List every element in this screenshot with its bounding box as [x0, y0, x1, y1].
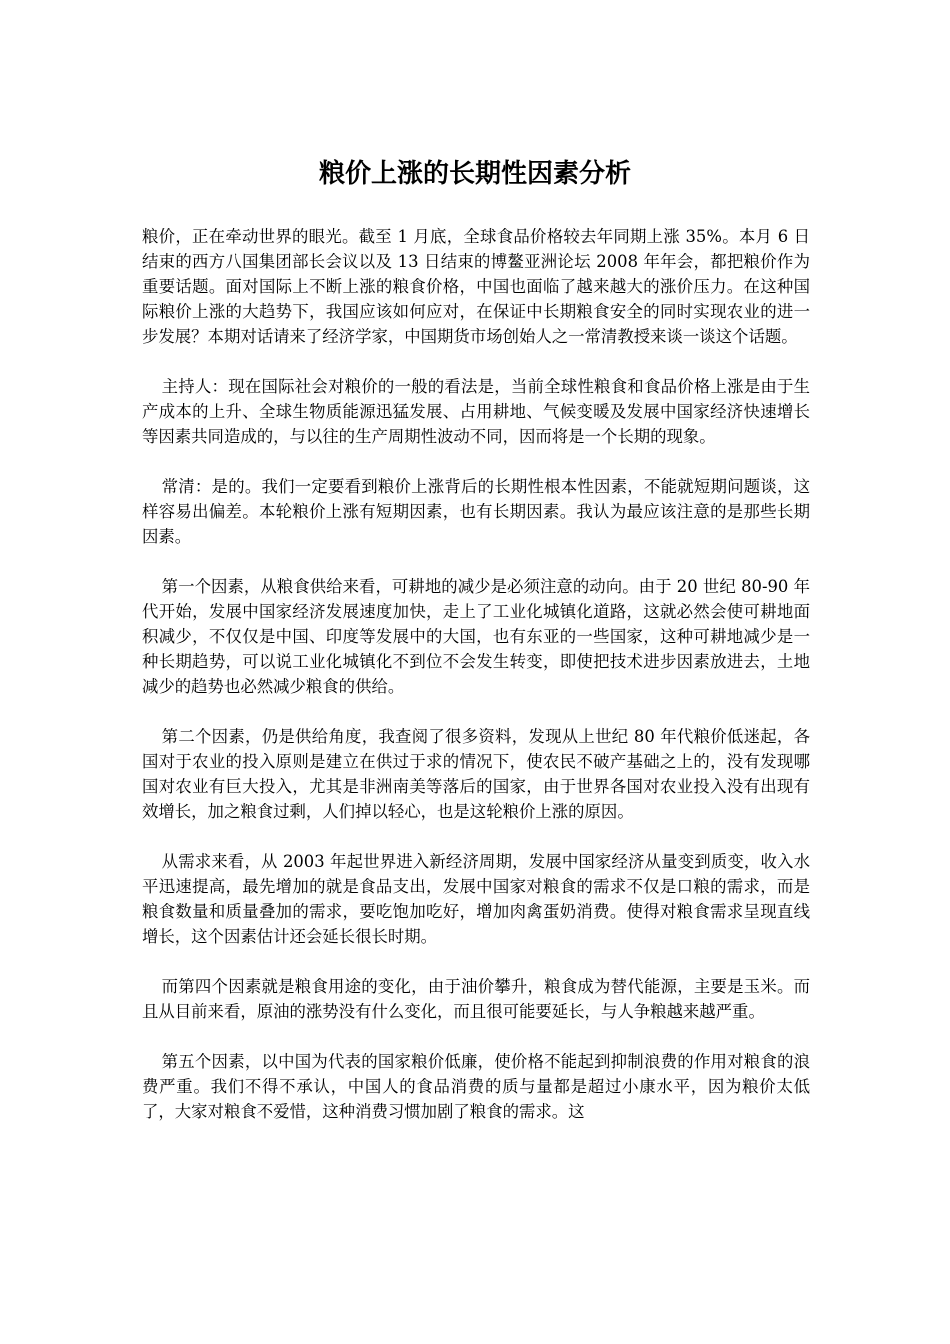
paragraph-intro: 粮价，正在牵动世界的眼光。截至 1 月底，全球食品价格较去年同期上涨 35%。本月 6 日结束的西方八国集团部长会议以及 13 日结束的博鳌亚洲论坛 2008 年年会，都把粮价作为重要话题。面对国际上不断上涨的粮食价格，中国也面临了越来越大的涨价压力。在这种国际粮价上涨的大趋势下，我国应该如何应对，在保证中长期粮食安全的同时实现农业的进一步发展？本期对话请来了经济学家，中国期货市场创始人之一常清教授来谈一谈这个话题。	[142, 227, 810, 346]
document-body	[142, 224, 810, 1149]
paragraph-host-question: 主持人：现在国际社会对粮价的一般的看法是，当前全球性粮食和食品价格上涨是由于生产成本的上升、全球生物质能源迅猛发展、占用耕地、气候变暖及发展中国家经济快速增长等因素共同造成的，与以往的生产周期性波动不同，因而将是一个长期的现象。	[142, 377, 810, 446]
paragraph-factor-five: 第五个因素，以中国为代表的国家粮价低廉，使价格不能起到抑制浪费的作用对粮食的浪费严重。我们不得不承认，中国人的食品消费的质与量都是超过小康水平，因为粮价太低了，大家对粮食不爱惜，这种消费习惯加剧了粮食的需求。这	[142, 1052, 810, 1121]
paragraph-changqing-answer: 常清：是的。我们一定要看到粮价上涨背后的长期性根本性因素，不能就短期问题谈，这样容易出偏差。本轮粮价上涨有短期因素，也有长期因素。我认为最应该注意的是那些长期因素。	[142, 477, 810, 546]
paragraph-factor-two: 第二个因素，仍是供给角度，我查阅了很多资料，发现从上世纪 80 年代粮价低迷起，各国对于农业的投入原则是建立在供过于求的情况下，使农民不破产基础之上的，没有发现哪国对农业有巨大投入，尤其是非洲南美等落后的国家，由于世界各国对农业投入没有出现有效增长，加之粮食过剩，人们掉以轻心，也是这轮粮价上涨的原因。	[142, 727, 810, 821]
paragraph-factor-four: 而第四个因素就是粮食用途的变化，由于油价攀升，粮食成为替代能源，主要是玉米。而且从目前来看，原油的涨势没有什么变化，而且很可能要延长，与人争粮越来越严重。	[142, 977, 810, 1021]
paragraph-demand: 从需求来看，从 2003 年起世界进入新经济周期，发展中国家经济从量变到质变，收入水平迅速提高，最先增加的就是食品支出，发展中国家对粮食的需求不仅是口粮的需求，而是粮食数量和质量叠加的需求，要吃饱加吃好，增加肉禽蛋奶消费。使得对粮食需求呈现直线增长，这个因素估计还会延长很长时期。	[142, 852, 810, 946]
document-title: 粮价上涨的长期性因素分析	[318, 159, 631, 189]
paragraph-factor-one: 第一个因素，从粮食供给来看，可耕地的减少是必须注意的动向。由于 20 世纪 80-90 年代开始，发展中国家经济发展速度加快，走上了工业化城镇化道路，这就必然会使可耕地面积减少，不仅仅是中国、印度等发展中的大国，也有东亚的一些国家，这种可耕地减少是一种长期趋势，可以说工业化城镇化不到位不会发生转变，即使把技术进步因素放进去，土地减少的趋势也必然减少粮食的供给。	[142, 577, 810, 696]
